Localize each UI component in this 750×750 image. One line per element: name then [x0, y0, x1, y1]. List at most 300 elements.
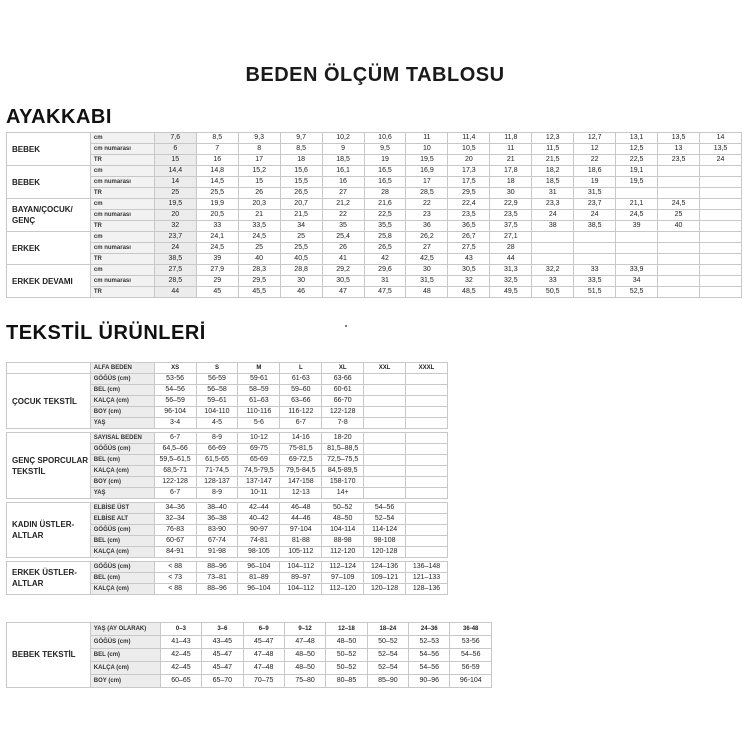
textile-size-cell: 34–36	[154, 503, 196, 514]
baby-size-cell: 65–70	[202, 675, 243, 688]
textile-size-cell: 120–128	[364, 584, 406, 595]
shoe-size-cell: 12,7	[574, 133, 616, 144]
shoe-size-cell: 22	[574, 155, 616, 166]
shoe-size-cell: 9,5	[364, 144, 406, 155]
textile-size-cell: 158-170	[322, 477, 364, 488]
shoe-size-cell: 20,5	[196, 210, 238, 221]
shoe-size-cell: 13,5	[700, 144, 742, 155]
shoe-size-cell: 14,5	[196, 177, 238, 188]
shoe-size-cell: 34	[616, 276, 658, 287]
textile-size-cell: 18-20	[322, 433, 364, 444]
shoe-size-cell: 28,3	[238, 265, 280, 276]
baby-size-cell: 50–52	[326, 649, 367, 662]
textile-size-cell: 112–124	[322, 562, 364, 573]
textile-size-cell	[406, 444, 448, 455]
shoe-size-cell: 18,6	[574, 166, 616, 177]
textile-size-cell: 66-69	[196, 444, 238, 455]
textile-size-cell: 8-9	[196, 433, 238, 444]
shoe-size-cell: 23	[406, 210, 448, 221]
textile-size-cell: 98-108	[364, 536, 406, 547]
shoe-size-cell: 13,5	[658, 133, 700, 144]
shoe-row-label: TR	[90, 287, 154, 298]
shoe-size-cell: 50,5	[532, 287, 574, 298]
shoe-size-cell	[700, 199, 742, 210]
shoe-size-cell: 19,5	[616, 177, 658, 188]
shoe-size-cell	[700, 221, 742, 232]
textile-size-cell: 61–63	[238, 396, 280, 407]
baby-age: 18–24	[367, 623, 408, 636]
textile-row-label: KALÇA (cm)	[90, 584, 154, 595]
shoe-size-cell	[700, 232, 742, 243]
shoe-size-cell: 14	[154, 177, 196, 188]
shoe-size-cell: 25	[154, 188, 196, 199]
shoe-size-cell: 36	[406, 221, 448, 232]
shoe-row-label: cm	[90, 166, 154, 177]
shoe-size-cell: 21	[490, 155, 532, 166]
shoe-size-cell: 22,5	[364, 210, 406, 221]
shoe-size-cell: 31	[532, 188, 574, 199]
shoe-size-cell: 17	[238, 155, 280, 166]
baby-size-cell: 45–47	[202, 662, 243, 675]
shoe-size-cell: 16,5	[364, 166, 406, 177]
shoe-size-cell: 22	[322, 210, 364, 221]
textile-size-cell: 81–89	[238, 573, 280, 584]
shoe-row-label: TR	[90, 221, 154, 232]
baby-row-label: GÖĞÜS (cm)	[90, 636, 160, 649]
shoe-size-cell: 11	[406, 133, 448, 144]
textile-size-cell: 96-104	[154, 407, 196, 418]
textile-size-table	[6, 362, 448, 595]
textile-size-cell: 69-75	[238, 444, 280, 455]
textile-size-cell: 97–109	[322, 573, 364, 584]
shoe-size-cell: 32	[448, 276, 490, 287]
shoe-size-cell: 35	[322, 221, 364, 232]
baby-size-cell: 75–80	[284, 675, 325, 688]
shoe-size-cell: 20,7	[280, 199, 322, 210]
textile-size-cell: 32–34	[154, 514, 196, 525]
shoe-size-cell: 29,5	[448, 188, 490, 199]
shoe-size-cell: 25,8	[364, 232, 406, 243]
textile-size-cell: 76-83	[154, 525, 196, 536]
shoe-size-cell: 38,5	[154, 254, 196, 265]
shoe-size-cell: 10,2	[322, 133, 364, 144]
textile-size-cell: 71-74,5	[196, 466, 238, 477]
textile-size-cell: 79,5-84,5	[280, 466, 322, 477]
textile-row-label: BEL (cm)	[90, 573, 154, 584]
shoe-size-cell: 26,5	[280, 188, 322, 199]
shoe-size-cell: 23,5	[658, 155, 700, 166]
baby-size-cell: 90–96	[409, 675, 450, 688]
shoe-size-cell: 28,8	[280, 265, 322, 276]
textile-size-cell: 120-128	[364, 547, 406, 558]
shoe-size-cell: 33	[196, 221, 238, 232]
shoe-size-cell: 40	[658, 221, 700, 232]
textile-size-cell	[406, 525, 448, 536]
shoe-size-cell: 24,5	[616, 210, 658, 221]
shoe-size-cell: 48,5	[448, 287, 490, 298]
textile-size-cell: 98-105	[238, 547, 280, 558]
textile-size-cell: 89–97	[280, 573, 322, 584]
shoe-size-cell: 25,5	[196, 188, 238, 199]
textile-size-cell: 6-7	[280, 418, 322, 429]
baby-size-cell: 56-59	[450, 662, 492, 675]
shoe-size-cell	[574, 243, 616, 254]
shoe-size-cell	[658, 254, 700, 265]
textile-size-cell: 3-4	[154, 418, 196, 429]
textile-row-label: BEL (cm)	[90, 536, 154, 547]
textile-size-cell: 53-56	[154, 374, 196, 385]
textile-size-cell: 124–136	[364, 562, 406, 573]
shoe-size-cell	[616, 243, 658, 254]
textile-header-blank	[7, 363, 91, 374]
shoe-size-cell: 24	[700, 155, 742, 166]
baby-size-cell: 96-104	[450, 675, 492, 688]
textile-size-cell: 81,5–88,5	[322, 444, 364, 455]
shoe-size-cell: 26,5	[364, 243, 406, 254]
baby-size-cell: 85–90	[367, 675, 408, 688]
shoe-size-cell: 21,5	[532, 155, 574, 166]
shoe-size-cell: 38	[532, 221, 574, 232]
textile-group-name: KADIN ÜSTLER- ALTLAR	[7, 503, 91, 558]
shoe-row	[7, 221, 742, 232]
shoe-size-cell: 8,5	[196, 133, 238, 144]
shoe-size-cell: 18,2	[532, 166, 574, 177]
shoe-size-cell: 27,1	[490, 232, 532, 243]
textile-size-cell: 104–112	[280, 584, 322, 595]
textile-group-name: GENÇ SPORCULAR TEKSTİL	[7, 433, 91, 499]
shoe-size-cell: 32	[154, 221, 196, 232]
shoe-size-cell: 31	[364, 276, 406, 287]
shoe-size-cell: 21,6	[364, 199, 406, 210]
shoe-size-cell: 10	[406, 144, 448, 155]
textile-size-cell	[406, 547, 448, 558]
shoe-size-cell: 17,5	[448, 177, 490, 188]
shoe-size-cell: 44	[154, 287, 196, 298]
baby-size-cell: 42–45	[160, 649, 201, 662]
textile-row-label: YAŞ	[90, 418, 154, 429]
shoe-size-cell: 24,5	[196, 243, 238, 254]
textile-size-cell	[406, 433, 448, 444]
textile-size-cell	[406, 466, 448, 477]
textile-size-cell: 60-61	[322, 385, 364, 396]
textile-size-cell: 96–104	[238, 584, 280, 595]
textile-size-cell	[364, 488, 406, 499]
shoe-size-cell: 9,3	[238, 133, 280, 144]
textile-size-cell: 84-91	[154, 547, 196, 558]
textile-size-cell: 61-63	[280, 374, 322, 385]
shoe-size-cell: 31,5	[406, 276, 448, 287]
shoe-size-cell: 17,3	[448, 166, 490, 177]
baby-size-cell: 52–53	[409, 636, 450, 649]
alfa-label: ALFA BEDEN	[90, 363, 154, 374]
shoe-size-cell: 16,1	[322, 166, 364, 177]
baby-size-cell: 54–56	[409, 649, 450, 662]
textile-size-cell: 104-110	[196, 407, 238, 418]
baby-group-name: BEBEK TEKSTİL	[7, 623, 91, 688]
alfa-size: L	[280, 363, 322, 374]
textile-row-label: GÖĞÜS (cm)	[90, 444, 154, 455]
textile-size-cell: 63-66	[322, 374, 364, 385]
shoe-size-cell: 11,5	[532, 144, 574, 155]
shoe-size-cell: 24	[532, 210, 574, 221]
shoe-size-cell	[658, 177, 700, 188]
textile-size-cell	[406, 418, 448, 429]
textile-size-cell: 122-128	[154, 477, 196, 488]
shoe-size-cell: 19	[574, 177, 616, 188]
shoe-size-cell: 22,5	[616, 155, 658, 166]
baby-size-cell: 50–52	[326, 662, 367, 675]
textile-header-row	[7, 363, 448, 374]
textile-size-cell: 66-70	[322, 396, 364, 407]
alfa-size: M	[238, 363, 280, 374]
shoe-size-cell: 39	[616, 221, 658, 232]
shoe-size-table	[6, 132, 742, 298]
shoe-size-cell	[532, 232, 574, 243]
shoe-size-cell: 18	[280, 155, 322, 166]
shoe-size-cell	[700, 177, 742, 188]
textile-size-cell	[364, 455, 406, 466]
baby-age: 0–3	[160, 623, 201, 636]
shoe-size-cell: 24,5	[238, 232, 280, 243]
baby-size-cell: 42–45	[160, 662, 201, 675]
textile-size-cell	[406, 536, 448, 547]
textile-group-name: ÇOCUK TEKSTİL	[7, 374, 91, 429]
shoe-size-cell: 31,3	[490, 265, 532, 276]
textile-size-cell	[406, 407, 448, 418]
shoe-row	[7, 177, 742, 188]
textile-size-cell: 83-90	[196, 525, 238, 536]
shoe-size-cell: 39	[196, 254, 238, 265]
textile-size-cell: 68,5-71	[154, 466, 196, 477]
textile-row-label: SAYISAL BEDEN	[90, 433, 154, 444]
shoe-group-name: BEBEK	[7, 166, 91, 199]
shoe-size-cell: 18,5	[532, 177, 574, 188]
shoe-size-cell: 25	[238, 243, 280, 254]
textile-size-cell: 147-158	[280, 477, 322, 488]
textile-row-label: YAŞ	[90, 488, 154, 499]
textile-size-cell	[364, 396, 406, 407]
textile-size-cell: 36–38	[196, 514, 238, 525]
shoe-size-cell: 21	[238, 210, 280, 221]
stray-dot	[345, 325, 347, 327]
shoe-size-cell: 25	[658, 210, 700, 221]
textile-size-cell: 40–42	[238, 514, 280, 525]
shoe-row	[7, 155, 742, 166]
shoe-size-cell: 7	[196, 144, 238, 155]
shoe-size-cell: 47,5	[364, 287, 406, 298]
shoe-size-cell: 28,5	[154, 276, 196, 287]
shoe-size-cell: 19,5	[406, 155, 448, 166]
shoe-size-cell	[700, 210, 742, 221]
textile-size-cell	[406, 385, 448, 396]
textile-row-label: KALÇA (cm)	[90, 466, 154, 477]
textile-size-cell: 75-81,5	[280, 444, 322, 455]
textile-size-cell: 90-97	[238, 525, 280, 536]
textile-row-label: KALÇA (cm)	[90, 396, 154, 407]
shoe-size-cell: 47	[322, 287, 364, 298]
shoe-size-cell	[658, 265, 700, 276]
textile-size-cell: 116-122	[280, 407, 322, 418]
textile-size-cell: 114-124	[364, 525, 406, 536]
shoe-size-cell: 24	[574, 210, 616, 221]
page-title: BEDEN ÖLÇÜM TABLOSU	[245, 64, 505, 86]
shoe-size-cell: 29,5	[238, 276, 280, 287]
baby-size-cell: 54–56	[450, 649, 492, 662]
textile-row-label: GÖĞÜS (cm)	[90, 562, 154, 573]
shoe-row-label: cm numarası	[90, 144, 154, 155]
textile-size-cell: 61,5-65	[196, 455, 238, 466]
shoe-size-cell: 21,2	[322, 199, 364, 210]
shoe-size-cell: 26,2	[406, 232, 448, 243]
shoe-size-cell: 37,5	[490, 221, 532, 232]
textile-size-cell: 59-61	[238, 374, 280, 385]
shoe-size-cell: 30	[406, 265, 448, 276]
baby-size-cell: 45–47	[202, 649, 243, 662]
shoe-row	[7, 210, 742, 221]
textile-size-cell: 10-12	[238, 433, 280, 444]
textile-row-label: BOY (cm)	[90, 407, 154, 418]
textile-row-label: GÖĞÜS (cm)	[90, 374, 154, 385]
textile-size-cell: 12-13	[280, 488, 322, 499]
textile-row-label: GÖĞÜS (cm)	[90, 525, 154, 536]
shoe-size-cell: 11,4	[448, 133, 490, 144]
textile-size-cell	[406, 374, 448, 385]
shoe-size-cell	[658, 243, 700, 254]
shoe-size-cell: 14,8	[196, 166, 238, 177]
shoe-size-cell: 27,9	[196, 265, 238, 276]
shoe-size-cell: 15	[154, 155, 196, 166]
textile-size-cell: 96–104	[238, 562, 280, 573]
textile-size-cell: 59–60	[280, 385, 322, 396]
shoe-size-cell: 46	[280, 287, 322, 298]
shoe-size-cell: 17	[406, 177, 448, 188]
textile-size-cell: < 88	[154, 562, 196, 573]
shoe-row-label: TR	[90, 254, 154, 265]
shoe-size-cell	[700, 188, 742, 199]
textile-row-label: KALÇA (cm)	[90, 547, 154, 558]
textile-row-label: ELBİSE ÜST	[90, 503, 154, 514]
textile-size-cell: 74-81	[238, 536, 280, 547]
textile-size-cell: 136–148	[406, 562, 448, 573]
textile-size-cell: 42–44	[238, 503, 280, 514]
baby-age: 12–18	[326, 623, 367, 636]
alfa-size: XXL	[364, 363, 406, 374]
shoe-size-cell: 28	[364, 188, 406, 199]
shoe-row-label: cm	[90, 199, 154, 210]
textile-size-cell: 104–112	[280, 562, 322, 573]
shoe-size-cell: 45	[196, 287, 238, 298]
textile-size-cell: 5-6	[238, 418, 280, 429]
textile-size-cell: 84,5-89,5	[322, 466, 364, 477]
textile-section-title: TEKSTİL ÜRÜNLERİ	[6, 322, 206, 344]
shoe-size-cell: 7,6	[154, 133, 196, 144]
textile-size-cell: 8-9	[196, 488, 238, 499]
shoe-size-cell: 30	[280, 276, 322, 287]
shoe-size-cell: 13,1	[616, 133, 658, 144]
shoe-size-cell: 29	[196, 276, 238, 287]
baby-size-cell: 45–47	[243, 636, 284, 649]
textile-size-cell: 10-11	[238, 488, 280, 499]
shoe-size-cell: 23,5	[490, 210, 532, 221]
shoe-size-cell: 45,5	[238, 287, 280, 298]
alfa-size: XS	[154, 363, 196, 374]
baby-row-label: BEL (cm)	[90, 649, 160, 662]
shoe-size-cell: 24,5	[658, 199, 700, 210]
textile-size-cell: 7-8	[322, 418, 364, 429]
shoe-size-cell: 42,5	[406, 254, 448, 265]
textile-size-cell: 54–56	[154, 385, 196, 396]
shoe-size-cell: 12,5	[616, 144, 658, 155]
textile-size-cell: 97-104	[280, 525, 322, 536]
shoe-size-cell: 35,5	[364, 221, 406, 232]
textile-size-cell: 69-72,5	[280, 455, 322, 466]
shoe-size-cell: 22,9	[490, 199, 532, 210]
baby-size-cell: 54–56	[409, 662, 450, 675]
shoe-size-cell	[700, 265, 742, 276]
shoe-size-cell: 33,9	[616, 265, 658, 276]
textile-row-label: BOY (cm)	[90, 477, 154, 488]
shoe-row	[7, 144, 742, 155]
shoe-row	[7, 232, 742, 243]
shoe-size-cell	[658, 188, 700, 199]
baby-size-cell: 43–45	[202, 636, 243, 649]
shoe-size-cell: 6	[154, 144, 196, 155]
textile-size-cell	[364, 444, 406, 455]
baby-header-row	[7, 623, 492, 636]
textile-row	[7, 562, 448, 573]
baby-size-cell: 41–43	[160, 636, 201, 649]
shoe-size-cell: 16	[196, 155, 238, 166]
shoe-row-label: cm numarası	[90, 210, 154, 221]
baby-size-cell: 80–85	[326, 675, 367, 688]
alfa-size: XXXL	[406, 363, 448, 374]
baby-size-cell: 70–75	[243, 675, 284, 688]
shoe-size-cell: 19,5	[154, 199, 196, 210]
textile-size-cell	[406, 455, 448, 466]
shoe-group-name: ERKEK	[7, 232, 91, 265]
shoe-size-cell: 18	[490, 177, 532, 188]
shoe-size-cell: 33,5	[574, 276, 616, 287]
shoe-section-title: AYAKKABI	[6, 106, 112, 128]
shoe-size-cell: 29,6	[364, 265, 406, 276]
shoe-size-cell: 25,5	[280, 243, 322, 254]
shoe-size-cell: 28	[490, 243, 532, 254]
shoe-row-label: cm	[90, 232, 154, 243]
baby-age: 3–6	[202, 623, 243, 636]
shoe-size-cell: 27,5	[154, 265, 196, 276]
shoe-size-cell: 20	[154, 210, 196, 221]
baby-age: 9–12	[284, 623, 325, 636]
textile-size-cell: 64,5–66	[154, 444, 196, 455]
shoe-size-cell: 49,5	[490, 287, 532, 298]
shoe-size-cell: 10,6	[364, 133, 406, 144]
textile-size-cell: 52–54	[364, 514, 406, 525]
shoe-row-label: cm	[90, 133, 154, 144]
shoe-size-cell	[658, 166, 700, 177]
shoe-size-cell: 52,5	[616, 287, 658, 298]
textile-size-cell: < 73	[154, 573, 196, 584]
baby-size-cell: 53-56	[450, 636, 492, 649]
shoe-row	[7, 188, 742, 199]
shoe-size-cell: 31,5	[574, 188, 616, 199]
textile-size-cell: 59,5–61,5	[154, 455, 196, 466]
textile-size-cell	[364, 466, 406, 477]
textile-size-cell: 67-74	[196, 536, 238, 547]
baby-size-cell: 48–50	[284, 649, 325, 662]
textile-size-cell: 121–133	[406, 573, 448, 584]
shoe-row	[7, 199, 742, 210]
shoe-size-cell: 15,2	[238, 166, 280, 177]
